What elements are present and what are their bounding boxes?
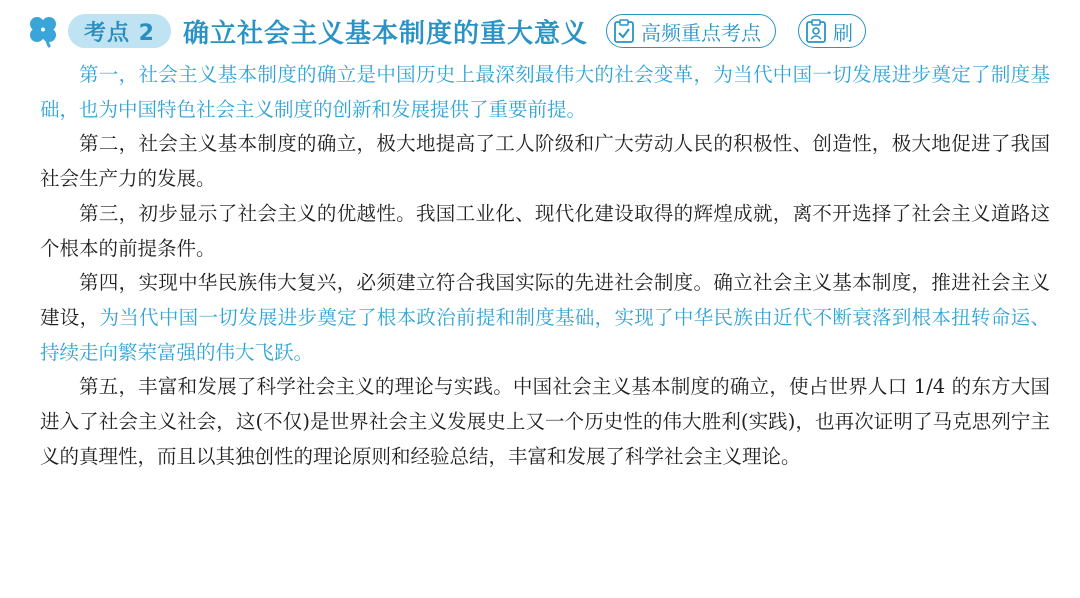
paragraph-4: [40, 266, 1050, 370]
paragraph-1-highlight: 第一，社会主义基本制度的确立是中国历史上最深刻最伟大的社会变革，为当代中国一切发展进步奠定了制度基础，也为中国特色社会主义制度的创新和发展提供了重要前提。: [40, 63, 1050, 121]
high-frequency-tag-label: 高频重点考点: [640, 20, 761, 45]
clipboard-person-icon: [805, 19, 827, 43]
content-body: [40, 58, 1050, 474]
clover-icon: [26, 14, 60, 48]
practice-tag: [798, 14, 866, 48]
paragraph-1: [40, 58, 1050, 127]
practice-tag-label: 刷: [832, 20, 853, 45]
paragraph-4-plain: 第四，实现中华民族伟大复兴，必须建立符合我国实际的先进社会制度。确立社会主义基本制度，推进社会主义建设，: [40, 271, 1050, 329]
paragraph-3: 第三，初步显示了社会主义的优越性。我国工业化、现代化建设取得的辉煌成就，离不开选择了社会主义道路这个根本的前提条件。: [40, 201, 1050, 260]
section-title: 确立社会主义基本制度的重大意义: [182, 18, 588, 49]
clipboard-check-icon: [613, 19, 635, 43]
section-header: [26, 10, 866, 52]
high-frequency-tag: [606, 14, 776, 48]
paragraph-4-highlight: 为当代中国一切发展进步奠定了根本政治前提和制度基础，实现了中华民族由近代不断衰落到根本扭转命运、持续走向繁荣富强的伟大飞跃。: [40, 305, 1050, 364]
paragraph-2: 第二，社会主义基本制度的确立，极大地提高了工人阶级和广大劳动人民的积极性、创造性，极大地促进了我国社会生产力的发展。: [40, 132, 1050, 191]
paragraph-5: 第五，丰富和发展了科学社会主义的理论与实践。中国社会主义基本制度的确立，使占世界人口 1/4 的东方大国进入了社会主义社会，这(不仅)是世界社会主义发展史上又一个历史性的伟大胜利(实践)，也再次证明了马克思列宁主义的真理性，而且以其独创性的理论原则和经验总结，丰富和发展了科学社会主义理论。: [40, 375, 1050, 468]
kaodian-badge: 考点 2: [68, 14, 171, 48]
